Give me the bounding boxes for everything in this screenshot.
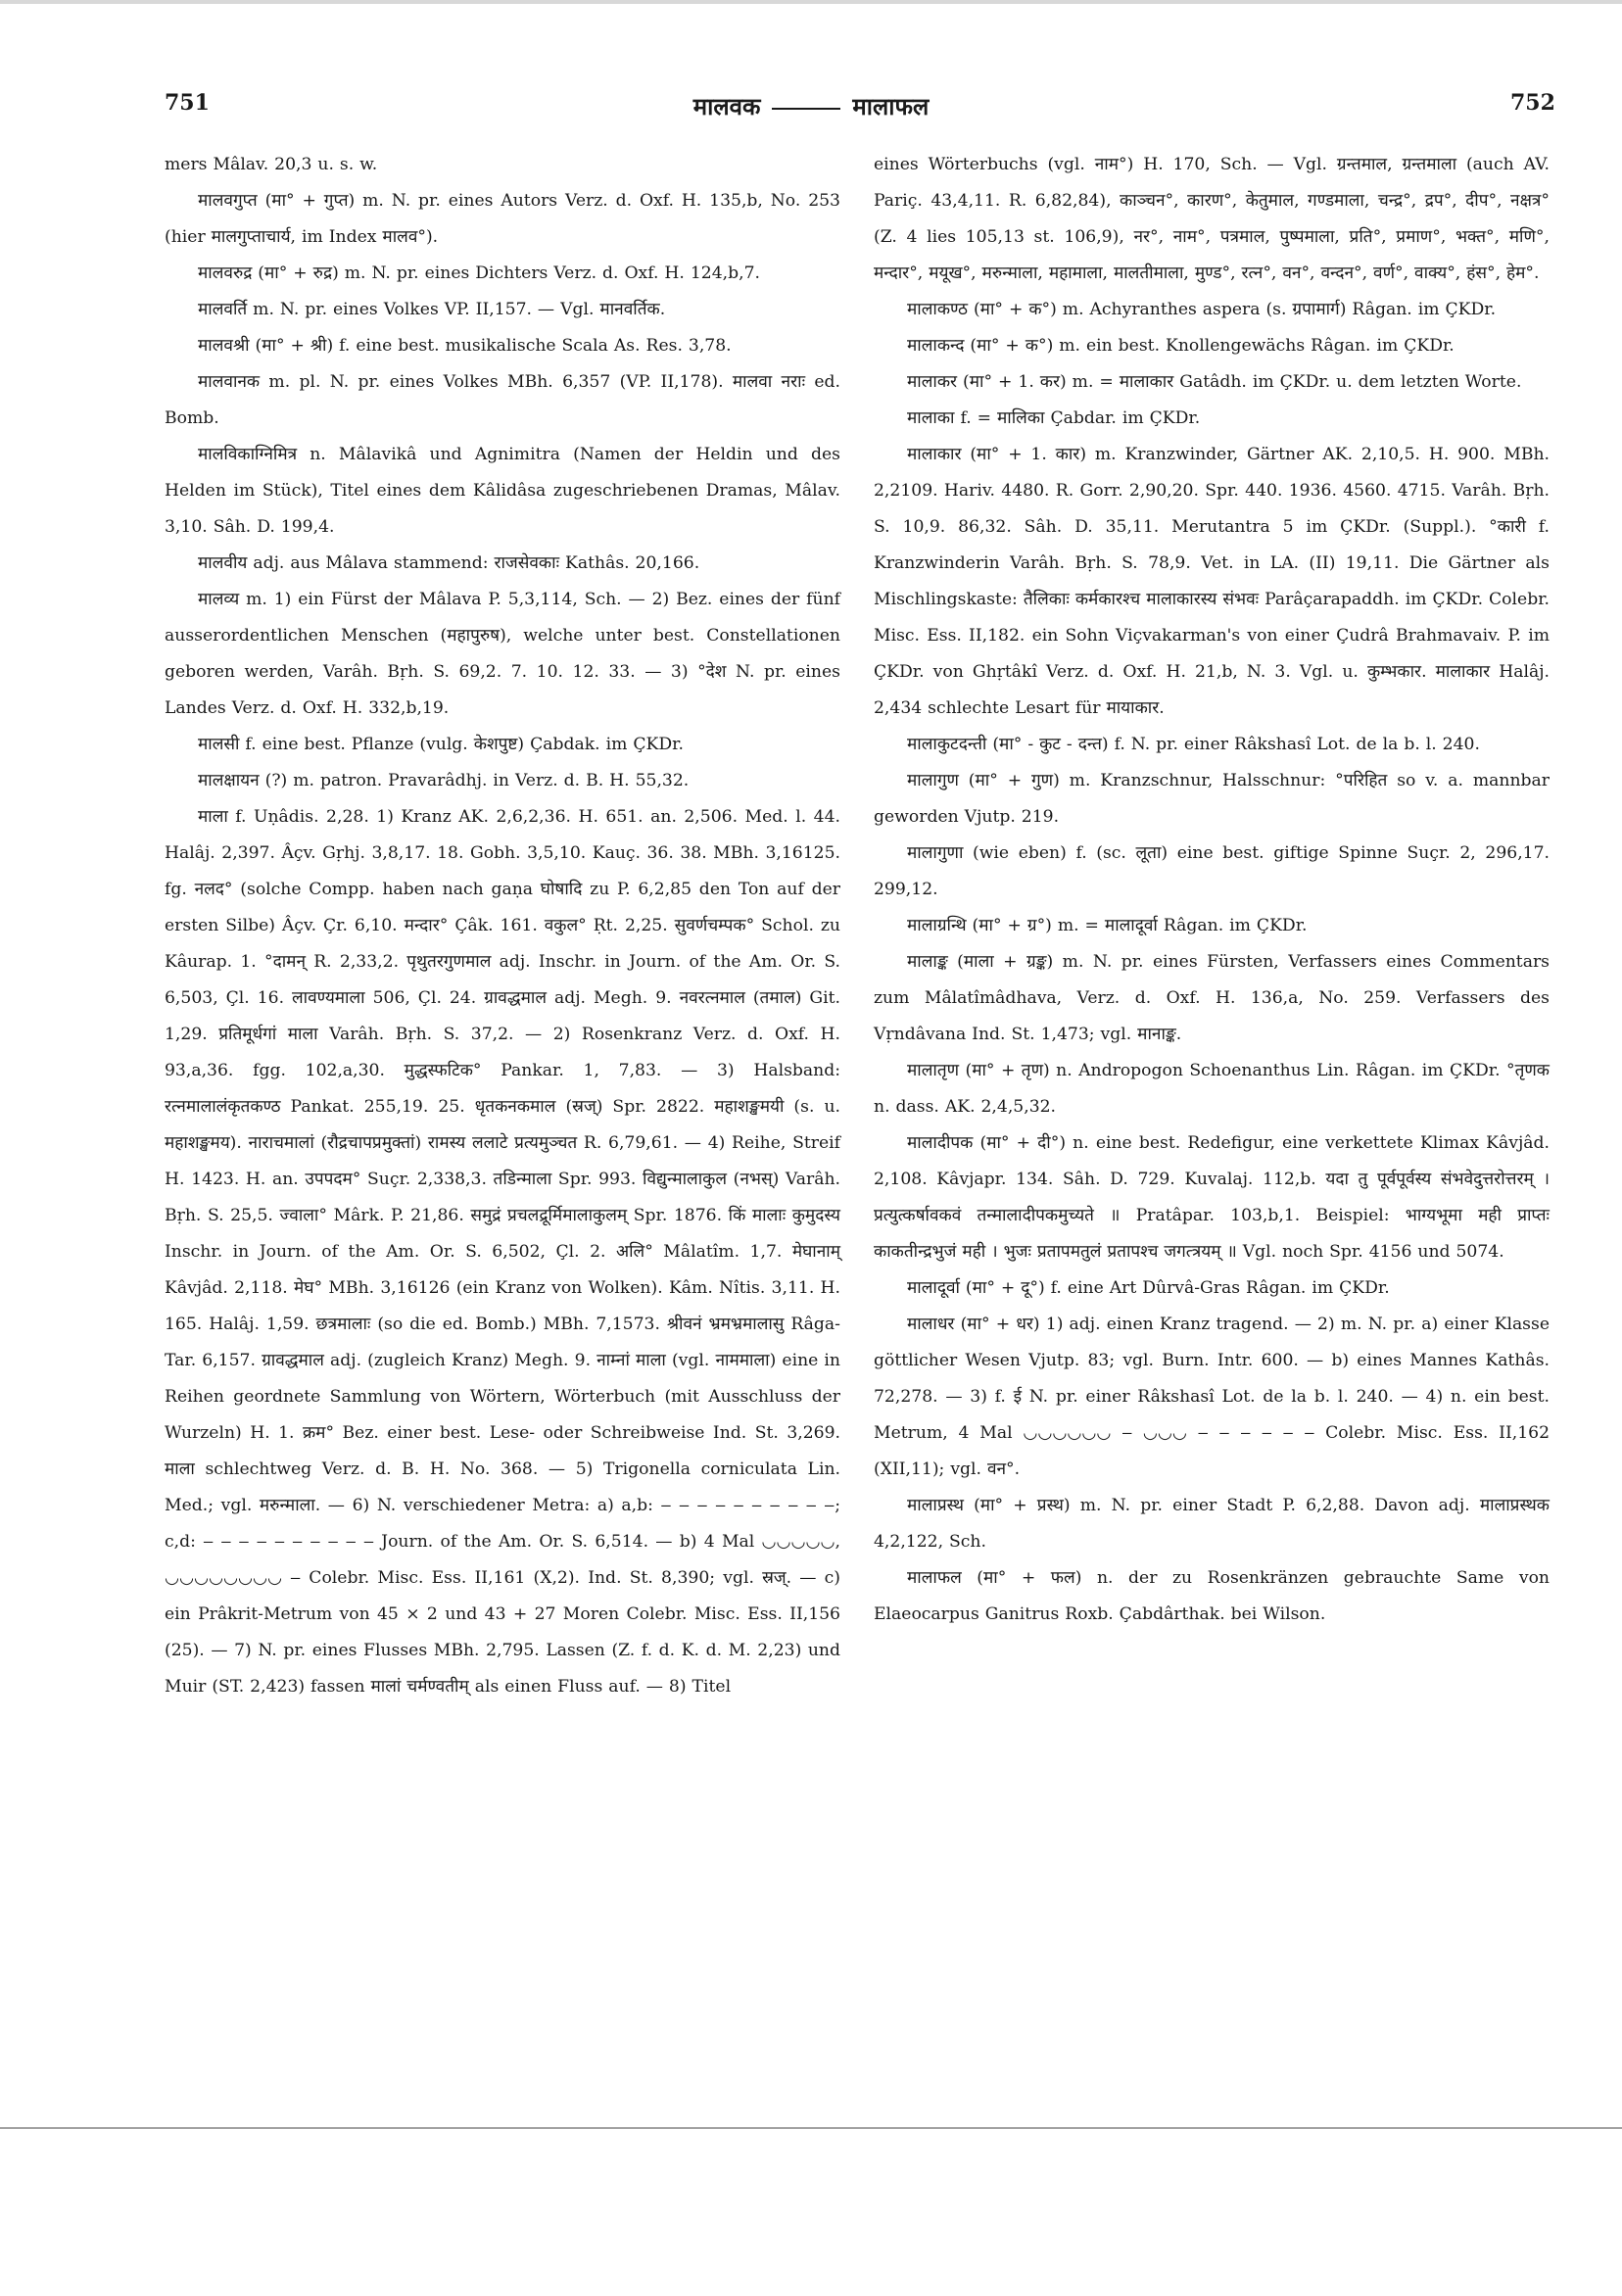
top-border [0, 0, 1622, 4]
dictionary-entry: मालाकार (मा° + 1. कार) m. Kranzwinder, Gärtner AK. 2,10,5. H. 900. MBh. 2,2109. Hariv. 4480. R. Gorr. 2,90,20. Spr. 440. 1936. 4560. 4715. Varâh. Bṛh. S. 10,9. 86,32. Sâh. D. 35,11. Merutantra 5 im ÇKDr. (Suppl.). °कारी f. Kranzwinderin Varâh. Bṛh. S. 78,9. Vet. in LA. (II) 19,11. Die Gärtner als Mischlingskaste: तैलिकाः कर्मकारश्च मालाकारस्य संभवः Parâçarapaddh. im ÇKDr. Colebr. Misc. Ess. II,182. ein Sohn Viçvakarman's von einer Çudrâ Brahmavaiv. P. im ÇKDr. von Ghṛtâkî Verz. d. Oxf. H. 21,b, N. 3. Vgl. u. कुम्भकार. मालाकार Halâj. 2,434 schlechte Lesart für मायाकार. [874, 445, 1550, 718]
dictionary-entry: मालाङ्क (माला + ग्रङ्क) m. N. pr. eines Fürsten, Verfassers eines Commentars zum Mâlatîmâdhava, Verz. d. Oxf. H. 136,a, No. 259. Verfassers des Vṛndâvana Ind. St. 1,473; vgl. मानाङ्क. [874, 952, 1550, 1044]
dictionary-entry: eines Wörterbuchs (vgl. नाम°) H. 170, Sch. — Vgl. ग्रन्तमाल, ग्रन्तमाला (auch AV. Pariç. 43,4,11. R. 6,82,84), काञ्चन°, कारण°, केतुमाल, गण्डमाला, चन्द्र°, द्रप°, दीप°, नक्षत्र° (Z. 4 lies 105,13 st. 106,9), नर°, नाम°, पत्रमाल, पुष्पमाला, प्रति°, प्रमाण°, भक्त°, मणि°, मन्दार°, मयूख°, मरुन्माला, महामाला, मालतीमाला, मुण्ड°, रत्न°, वन°, वन्दन°, वर्ण°, वाक्य°, हंस°, हेम°. [874, 155, 1550, 283]
dictionary-entry: मालवगुप्त (मा° + गुप्त) m. N. pr. eines Autors Verz. d. Oxf. H. 135,b, No. 253 (hier मालगुप्ताचार्य, im Index मालव°). [165, 191, 840, 247]
dictionary-entry: मालाकर (मा° + 1. कर) m. = मालाकार Gatâdh. im ÇKDr. u. dem letzten Worte. [907, 372, 1522, 392]
headword-right: मालाफल [852, 92, 930, 120]
dictionary-entry: मालाप्रस्थ (मा° + प्रस्थ) m. N. pr. einer Stadt P. 6,2,88. Davon adj. मालाप्रस्थक 4,2,122, Sch. [874, 1496, 1550, 1552]
dictionary-entry: मालाकण्ठ (मा° + क°) m. Achyranthes aspera (s. ग्रपामार्ग) Râgan. im ÇKDr. [907, 300, 1497, 319]
page-number-left: 751 [165, 90, 210, 116]
headword-left: मालवक [692, 92, 761, 120]
running-head-dash [772, 108, 840, 110]
page-header [0, 90, 1622, 129]
page-number-right: 752 [1510, 90, 1555, 116]
running-head [0, 90, 1622, 122]
dictionary-entry: माला f. Uṇâdis. 2,28. 1) Kranz AK. 2,6,2,36. H. 651. an. 2,506. Med. l. 44. Halâj. 2,397. Âçv. Gṛhj. 3,8,17. 18. Gobh. 3,5,10. Kauç. 36. 38. MBh. 3,16125. fg. नलद° (solche Compp. haben nach gaṇa घोषादि zu P. 6,2,85 den Ton auf der ersten Silbe) Âçv. Çr. 6,10. मन्दार° Çâk. 161. वकुल° Ṛt. 2,25. सुवर्णचम्पक° Schol. zu Kâurap. 1. °दामन् R. 2,33,2. पृथुतरगुणमाल adj. Inschr. in Journ. of the Am. Or. S. 6,503, Çl. 16. लावण्यमाला 506, Çl. 24. ग्रावद्धमाल adj. Megh. 9. नवरत्नमाल (तमाल) Git. 1,29. प्रतिमूर्धगां माला Varâh. Bṛh. S. 37,2. — 2) Rosenkranz Verz. d. Oxf. H. 93,a,36. fgg. 102,a,30. मुद्धस्फटिक° Pankar. 1, 7,83. — 3) Halsband: रत्नमालालंकृतकण्ठ Pankat. 255,19. 25. धृतकनकमाल (स्रज्) Spr. 2822. महाशङ्खमयी (s. u. महाशङ्खमय). नाराचमालां (रौद्रचापप्रमुक्तां) रामस्य ललाटे प्रत्यमुञ्चत R. 6,79,61. — 4) Reihe, Streif H. 1423. H. an. उपपदम° Suçr. 2,338,3. तडिन्माला Spr. 993. विद्युन्मालाकुल (नभस्) Varâh. Bṛh. S. 25,5. ज्वाला° Mârk. P. 21,86. समुद्रं प्रचलद्रूर्मिमालाकुलम् Spr. 1876. किं मालाः कुमुदस्य Inschr. in Journ. of the Am. Or. S. 6,502, Çl. 2. अलि° Mâlatîm. 1,7. मेघानाम् Kâvjâd. 2,118. मेघ° MBh. 3,16126 (ein Kranz von Wolken). Kâm. Nîtis. 3,11. H. 165. Halâj. 1,59. छत्रमालाः (so die ed. Bomb.) MBh. 7,1573. श्रीवनं भ्रमभ्रमालासु Râga-Tar. 6,157. ग्रावद्धमाल adj. (zugleich Kranz) Megh. 9. नाम्नां माला (vgl. नाममाला) eine in Reihen geordnete Sammlung von Wörtern, Wörterbuch (mit Ausschluss der Wurzeln) H. 1. क्रम° Bez. einer best. Lese- oder Schreibweise Ind. St. 3,269. माला schlechtweg Verz. d. B. H. No. 368. — 5) Trigonella corniculata Lin. Med.; vgl. मरुन्माला. — 6) N. verschiedener Metra: a) a,b: ‒ ‒ ‒ ‒ ‒ ‒ ‒ ‒ ‒ ‒; c,d: ‒ ‒ ‒ ‒ ‒ ‒ ‒ ‒ ‒ ‒ Journ. of the Am. Or. S. 6,514. — b) 4 Mal ◡◡◡◡◡, ◡◡◡◡◡◡◡◡ ‒ Colebr. Misc. Ess. II,161 (X,2). Ind. St. 8,390; vgl. स्रज्. — c) ein Prâkrit-Metrum von 45 × 2 und 43 + 27 Moren Colebr. Misc. Ess. II,156 (25). — 7) N. pr. eines Flusses MBh. 2,795. Lassen (Z. f. d. K. d. M. 2,23) und Muir (ST. 2,423) fassen मालां चर्मण्वतीम् als einen Fluss auf. — 8) Titel [165, 807, 840, 1697]
dictionary-entry: मालाकुटदन्ती (मा° - कुट - दन्त) f. N. pr. einer Râkshasî Lot. de la b. l. 240. [907, 735, 1480, 754]
dictionary-entry: मालवीय adj. aus Mâlava stammend: राजसेवकाः Kathâs. 20,166. [198, 553, 700, 573]
dictionary-entry: मालाफल (मा° + फल) n. der zu Rosenkränzen gebrauchte Same von Elaeocarpus Ganitrus Roxb. Çabdârthak. bei Wilson. [874, 1568, 1550, 1624]
dictionary-entry: मालविकाग्निमित्र n. Mâlavikâ und Agnimitra (Namen der Heldin und des Helden im Stück), Titel eines dem Kâlidâsa zugeschriebenen Dramas, Mâlav. 3,10. Sâh. D. 199,4. [165, 445, 840, 537]
left-column [165, 147, 840, 1705]
dictionary-entry: मालाकन्द (मा° + क°) m. ein best. Knollengewächs Râgan. im ÇKDr. [907, 336, 1455, 356]
dictionary-entry: मालाग्रन्थि (मा° + ग्र°) m. = मालादूर्वा Râgan. im ÇKDr. [907, 916, 1308, 935]
dictionary-entry: मालवानक m. pl. N. pr. eines Volkes MBh. 6,357 (VP. II,178). मालवा नराः ed. Bomb. [165, 372, 840, 428]
dictionary-entry: मालवरुद्र (मा° + रुद्र) m. N. pr. eines Dichters Verz. d. Oxf. H. 124,b,7. [198, 263, 760, 283]
dictionary-entry: मालागुणा (wie eben) f. (sc. लूता) eine best. giftige Spinne Suçr. 2, 296,17. 299,12. [874, 843, 1550, 899]
dictionary-entry: मालवश्री (मा° + श्री) f. eine best. musikalische Scala As. Res. 3,78. [198, 336, 732, 356]
dictionary-entry: मालसी f. eine best. Pflanze (vulg. केशपुष्ट) Çabdak. im ÇKDr. [198, 735, 684, 754]
dictionary-entry: मालाका f. = मालिका Çabdar. im ÇKDr. [907, 408, 1201, 428]
dictionary-entry: मालादूर्वा (मा° + दू°) f. eine Art Dûrvâ-Gras Râgan. im ÇKDr. [907, 1278, 1390, 1298]
dictionary-entry: मालक्षायन (?) m. patron. Pravarâdhj. in Verz. d. B. H. 55,32. [198, 771, 690, 790]
dictionary-entry: मालाधर (मा° + धर) 1) adj. einen Kranz tragend. — 2) m. N. pr. a) einer Klasse göttlicher Wesen Vjutp. 83; vgl. Burn. Intr. 600. — b) eines Mannes Kathâs. 72,278. — 3) f. ई N. pr. einer Râkshasî Lot. de la b. l. 240. — 4) n. ein best. Metrum, 4 Mal ◡◡◡◡◡◡ ‒ ◡◡◡ ‒ ‒ ‒ ‒ ‒ ‒ Colebr. Misc. Ess. II,162 (XII,11); vgl. वन°. [874, 1315, 1550, 1479]
dictionary-entry: मालवर्ति m. N. pr. eines Volkes VP. II,157. — Vgl. मानवर्तिक. [198, 300, 666, 319]
dictionary-entry: मालादीपक (मा° + दी°) n. eine best. Redefigur, eine verkettete Klimax Kâvjâd. 2,108. Kâvjapr. 134. Sâh. D. 729. Kuvalaj. 112,b. यदा तु पूर्वपूर्वस्य संभवेदुत्तरोत्तरम् । प्रत्युत्कर्षावकवं तन्मालादीपकमुच्यते ॥ Pratâpar. 103,b,1. Beispiel: भाग्यभूमा मही प्राप्तः काकतीन्द्रभुजं मही । भुजः प्रतापमतुलं प्रतापश्च जगत्त्रयम् ॥ Vgl. noch Spr. 4156 und 5074. [874, 1133, 1550, 1262]
dictionary-entry: मालव्य m. 1) ein Fürst der Mâlava P. 5,3,114, Sch. — 2) Bez. eines der fünf ausserordentlichen Menschen (महापुरुष), welche unter best. Constellationen geboren werden, Varâh. Bṛh. S. 69,2. 7. 10. 12. 33. — 3) °देश N. pr. eines Landes Verz. d. Oxf. H. 332,b,19. [165, 590, 840, 718]
dictionary-entry: mers Mâlav. 20,3 u. s. w. [165, 155, 378, 174]
bottom-rule [0, 2128, 1622, 2129]
right-column [874, 147, 1550, 1633]
dictionary-entry: मालातृण (मा° + तृण) n. Andropogon Schoenanthus Lin. Râgan. im ÇKDr. °तृणक n. dass. AK. 2,4,5,32. [874, 1061, 1550, 1117]
dictionary-entry: मालागुण (मा° + गुण) m. Kranzschnur, Halsschnur: °परिहित so v. a. mannbar geworden Vjutp. 219. [874, 771, 1550, 827]
